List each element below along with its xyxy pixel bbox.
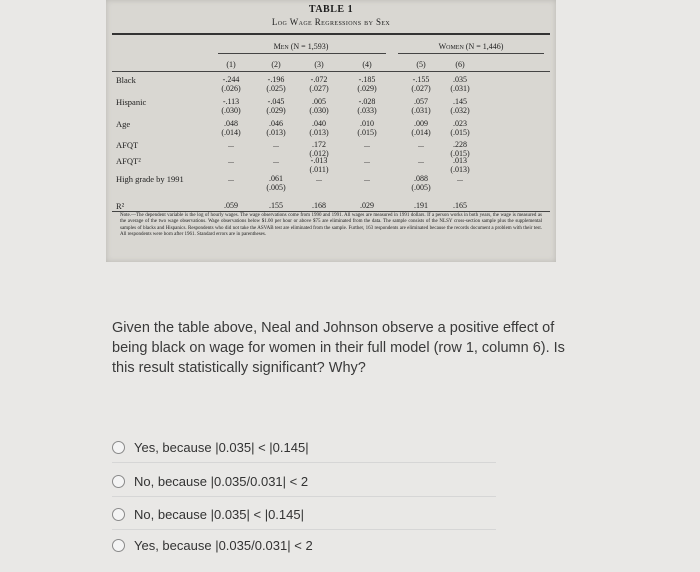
- table-cell: [302, 156, 336, 174]
- coefficient: .040: [312, 119, 326, 128]
- standard-error: (.032): [450, 106, 470, 115]
- table-cell: [350, 140, 384, 149]
- row-label: Black: [116, 75, 136, 85]
- row-label: AFQT: [116, 140, 139, 150]
- coefficient: .168: [312, 201, 326, 210]
- standard-error: (.025): [266, 84, 286, 93]
- table-cell: [259, 174, 293, 192]
- table-cell: [259, 75, 293, 93]
- table-cell: [350, 174, 384, 183]
- coefficient: .061: [269, 174, 283, 183]
- bottom-rule: [112, 211, 550, 212]
- column-number: (1): [226, 60, 236, 69]
- column-number: (3): [314, 60, 324, 69]
- coefficient: -.113: [222, 97, 240, 106]
- coefficient: .172: [312, 140, 326, 149]
- coefficient: -.028: [358, 97, 376, 106]
- standard-error: (.027): [309, 84, 329, 93]
- coefficient: ...: [457, 174, 463, 183]
- women-header: Women (N = 1,446): [438, 42, 504, 51]
- coefficient: .048: [224, 119, 238, 128]
- table-cell: [214, 174, 248, 183]
- coefficient: .035: [453, 75, 467, 84]
- coefficient: ...: [418, 156, 424, 165]
- men-rule: [218, 53, 386, 54]
- standard-error: (.026): [221, 84, 241, 93]
- standard-error: (.031): [450, 84, 470, 93]
- table-cell: [350, 97, 384, 115]
- coefficient: .145: [453, 97, 467, 106]
- row-label: Hispanic: [116, 97, 147, 107]
- table-cell: [259, 97, 293, 115]
- row-label: R²: [116, 201, 125, 211]
- option-4[interactable]: [112, 530, 492, 560]
- coefficient: -.196: [267, 75, 285, 84]
- table-subtitle: Log Wage Regressions by Sex: [271, 17, 391, 27]
- standard-error: (.029): [266, 106, 286, 115]
- coefficient: ...: [228, 140, 234, 149]
- table-note: Note.—The dependent variable is the log of hourly wages. The wage observations come from 1990 and 1991. All wages are measured in 1991 dollars. If a person works in both years, the wage is measured as the average of the two wage observations. Wage observations below $1.00 per hour or above $75 are eliminated from the data. The sample consists of the NLSY cross-section sample plus the supplemental samples of blacks and Hispanics. Respondents who did not take the ASVAB test are eliminated from the sample. Further, 163 respondents are eliminated because the records document a problem with their test. All respondents were born after 1961. Standard errors are in parentheses.: [120, 213, 542, 237]
- standard-error: (.015): [357, 128, 377, 137]
- coefficient: ...: [273, 156, 279, 165]
- table-cell: [259, 140, 293, 149]
- radio-icon[interactable]: [112, 508, 125, 521]
- table-cell: [404, 156, 438, 165]
- column-number: (6): [455, 60, 465, 69]
- table-cell: [350, 75, 384, 93]
- table-cell: [443, 97, 477, 115]
- coefficient: .046: [269, 119, 283, 128]
- table-cell: [404, 174, 438, 192]
- table-cell: [443, 156, 477, 174]
- coefficient: -.244: [222, 75, 240, 84]
- table-cell: [302, 201, 336, 210]
- standard-error: (.031): [411, 106, 431, 115]
- coefficient: .228: [453, 140, 467, 149]
- coefficient: .057: [414, 97, 428, 106]
- top-rule: [112, 33, 550, 35]
- table-cell: [259, 156, 293, 165]
- coefficient: -.013: [310, 156, 328, 165]
- coefficient: ...: [273, 140, 279, 149]
- table-cell: [404, 201, 438, 210]
- table-cell: [404, 75, 438, 93]
- option-2-label: No, because |0.035/0.031| < 2: [134, 473, 309, 489]
- standard-error: (.005): [266, 183, 286, 192]
- coefficient: ...: [364, 140, 370, 149]
- standard-error: (.005): [411, 183, 431, 192]
- table-cell: [214, 75, 248, 93]
- coefficient: ...: [316, 174, 322, 183]
- header-rule: [112, 71, 550, 72]
- coefficient: -.155: [412, 75, 430, 84]
- standard-error: (.013): [266, 128, 286, 137]
- row-label: AFQT²: [116, 156, 141, 166]
- table-cell: [302, 174, 336, 183]
- column-number: (4): [362, 60, 372, 69]
- table-cell: [302, 119, 336, 137]
- table-title: TABLE 1: [308, 4, 354, 15]
- option-divider: [112, 462, 496, 463]
- coefficient: .023: [453, 119, 467, 128]
- table-cell: [350, 156, 384, 165]
- standard-error: (.029): [357, 84, 377, 93]
- table-cell: [214, 201, 248, 210]
- table-cell: [259, 201, 293, 210]
- option-4-label: Yes, because |0.035/0.031| < 2: [134, 537, 313, 553]
- coefficient: .009: [414, 119, 428, 128]
- table-cell: [214, 97, 248, 115]
- coefficient: .029: [360, 201, 374, 210]
- question-text: Given the table above, Neal and Johnson observe a positive effect of being black on wage for women in their full model (row 1, column 6). Is this result statistically significant? Why?: [112, 320, 565, 376]
- table-cell: [259, 119, 293, 137]
- option-1[interactable]: [112, 432, 492, 462]
- standard-error: (.015): [450, 149, 470, 158]
- table-cell: [302, 97, 336, 115]
- coefficient: ...: [364, 174, 370, 183]
- coefficient: .088: [414, 174, 428, 183]
- column-number: (5): [416, 60, 426, 69]
- table-cell: [214, 140, 248, 149]
- standard-error: (.033): [357, 106, 377, 115]
- standard-error: (.027): [411, 84, 431, 93]
- option-3-label: No, because |0.035| < |0.145|: [134, 506, 304, 522]
- option-2[interactable]: [112, 466, 492, 496]
- option-3[interactable]: [112, 499, 492, 529]
- table-cell: [214, 119, 248, 137]
- table-cell: [404, 97, 438, 115]
- coefficient: .165: [453, 201, 467, 210]
- men-header: Men (N = 1,593): [273, 42, 329, 51]
- table-cell: [443, 174, 477, 183]
- coefficient: -.185: [358, 75, 376, 84]
- table-photo: [106, 0, 556, 262]
- standard-error: (.030): [221, 106, 241, 115]
- standard-error: (.014): [221, 128, 241, 137]
- coefficient: ...: [364, 156, 370, 165]
- standard-error: (.015): [450, 128, 470, 137]
- table-cell: [302, 75, 336, 93]
- coefficient: ...: [418, 140, 424, 149]
- women-rule: [398, 53, 544, 54]
- coefficient: ...: [228, 174, 234, 183]
- standard-error: (.030): [309, 106, 329, 115]
- table-cell: [443, 75, 477, 93]
- table-cell: [443, 201, 477, 210]
- radio-icon[interactable]: [112, 539, 125, 552]
- row-label: High grade by 1991: [116, 174, 184, 184]
- radio-icon[interactable]: [112, 441, 125, 454]
- option-divider: [112, 496, 496, 497]
- standard-error: (.013): [450, 165, 470, 174]
- coefficient: .059: [224, 201, 238, 210]
- table-cell: [350, 119, 384, 137]
- coefficient: ...: [228, 156, 234, 165]
- standard-error: (.013): [309, 128, 329, 137]
- option-1-label: Yes, because |0.035| < |0.145|: [134, 439, 309, 455]
- coefficient: -.045: [267, 97, 285, 106]
- standard-error: (.012): [309, 149, 329, 158]
- column-number: (2): [271, 60, 281, 69]
- table-cell: [404, 140, 438, 149]
- coefficient: .013: [453, 156, 467, 165]
- coefficient: .155: [269, 201, 283, 210]
- standard-error: (.011): [309, 165, 329, 174]
- radio-icon[interactable]: [112, 475, 125, 488]
- coefficient: -.072: [310, 75, 328, 84]
- table-cell: [214, 156, 248, 165]
- row-label: Age: [116, 119, 131, 129]
- coefficient: .005: [312, 97, 326, 106]
- table-cell: [404, 119, 438, 137]
- coefficient: .191: [414, 201, 428, 210]
- coefficient: .010: [360, 119, 374, 128]
- standard-error: (.014): [411, 128, 431, 137]
- table-cell: [350, 201, 384, 210]
- table-cell: [443, 119, 477, 137]
